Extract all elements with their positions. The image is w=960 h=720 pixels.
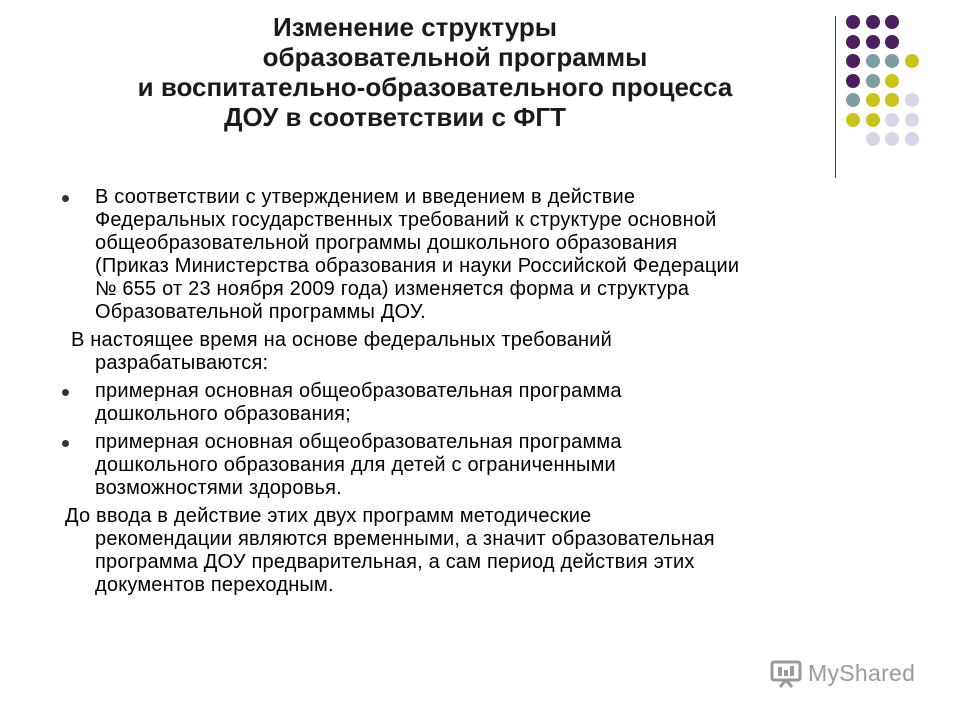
decorative-dot: [905, 54, 919, 68]
decorative-dot: [905, 113, 919, 127]
decorative-dot: [885, 54, 899, 68]
presentation-board-icon: [770, 658, 802, 688]
decorative-dot: [866, 35, 880, 49]
decorative-dot: [846, 15, 860, 29]
decorative-dot: [866, 15, 880, 29]
text-line: (Приказ Министерства образования и науки Российской Федерации: [95, 255, 740, 277]
slide-body: [62, 186, 912, 602]
text-line: разрабатываются:: [95, 352, 269, 374]
text-line: программа ДОУ предварительная, а сам период действия этих: [95, 551, 695, 573]
text-line: В настоящее время на основе федеральных требований: [71, 329, 613, 351]
title-divider-line: [835, 16, 836, 178]
decorative-dot: [846, 35, 860, 49]
title-line-3: и воспитательно-образовательного процесса: [137, 72, 733, 102]
text-line: дошкольного образования для детей с ограниченными: [95, 454, 616, 476]
bullet-icon: [62, 195, 69, 202]
decorative-dot: [866, 132, 880, 146]
decorative-dot: [846, 54, 860, 68]
text-line: В соответствии с утверждением и введением в действие: [95, 186, 636, 208]
text-line: Федеральных государственных требований к структуре основной: [95, 209, 717, 231]
slide-title: [40, 12, 830, 132]
bullet-paragraph-1: [62, 186, 912, 324]
myshared-watermark: [770, 656, 915, 690]
decorative-dot: [885, 113, 899, 127]
watermark-text: MyShared: [808, 659, 916, 686]
bullet-paragraph-4: [62, 431, 912, 500]
decorative-dot: [905, 132, 919, 146]
decorative-dot: [885, 35, 899, 49]
decorative-dot: [866, 74, 880, 88]
title-line-1: Изменение структуры: [273, 12, 557, 42]
title-line-4: ДОУ в соответствии с ФГТ: [223, 102, 567, 132]
decorative-dot: [885, 93, 899, 107]
decorative-dot: [846, 93, 860, 107]
decorative-dot: [885, 15, 899, 29]
decorative-dot: [905, 93, 919, 107]
bullet-paragraph-3: [62, 380, 912, 426]
plain-paragraph-5: [62, 505, 912, 597]
text-line: документов переходным.: [95, 574, 334, 596]
text-line: рекомендации являются временными, а значит образовательная: [95, 528, 715, 550]
decorative-dot: [885, 132, 899, 146]
text-line: Образовательной программы ДОУ.: [95, 301, 426, 323]
text-line: возможностями здоровья.: [95, 477, 342, 499]
title-line-2: образовательной программы: [262, 42, 648, 72]
decorative-dot: [846, 113, 860, 127]
plain-paragraph-2: [62, 329, 912, 375]
text-line: примерная основная общеобразовательная программа: [95, 431, 622, 453]
decorative-dot: [866, 113, 880, 127]
bullet-icon: [62, 389, 69, 396]
text-line: До ввода в действие этих двух программ методические: [65, 505, 592, 527]
text-line: дошкольного образования;: [95, 403, 351, 425]
bullet-icon: [62, 440, 69, 447]
text-line: № 655 от 23 ноября 2009 года) изменяется форма и структура: [95, 278, 690, 300]
decorative-dot: [885, 74, 899, 88]
decorative-dot: [866, 54, 880, 68]
text-line: общеобразовательной программы дошкольного образования: [95, 232, 678, 254]
text-line: примерная основная общеобразовательная программа: [95, 380, 622, 402]
decorative-dot: [866, 93, 880, 107]
decorative-dot: [846, 74, 860, 88]
